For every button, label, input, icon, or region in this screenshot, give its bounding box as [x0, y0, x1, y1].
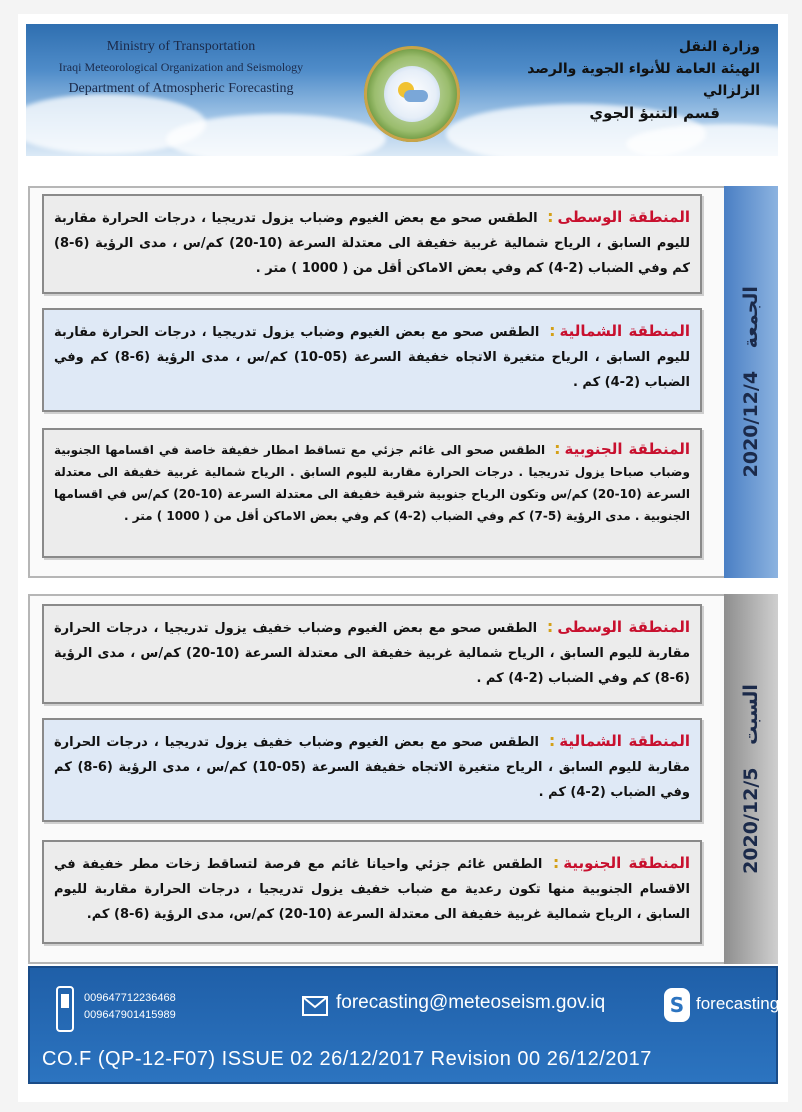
region-box-south: المنطقة الجنوبية: الطقس غائم جزئي واحيانا غائم مع فرصة لتساقط زخات مطر خفيفة في الاقسام الجنوبية منها تكون رعدية مع ضباب خفيف يزول تدريجيا ، درجات الحرارة مقاربة لليوم السابق ، الرياح شمالية غربية خفيفة الى معتدلة السرعة (10-20) كم/س، مدى الرؤية (6-8) كم.	[42, 840, 702, 944]
skype-icon: S	[664, 988, 690, 1022]
region-forecast-text: الطقس صحو الى غائم جزئي مع تساقط امطار خفيفة خاصة في اقسامها الجنوبية وضباب صباحا يزول تدريجيا . درجات الحرارة مقاربة لليوم السابق . الرياح شمالية غربية خفيفة الى معتدلة السرعة (10-20) كم/س وتكون الرياح جنوبية شرقية خفيفة الى معتدلة السرعة (10-20) كم/س في اقسامها الجنوبية . مدى الرؤية (5-7) كم وفي الضباب (2-4) كم وفي بعض الاماكن أقل من ( 1000 ) متر .	[54, 443, 690, 523]
phone-numbers	[84, 990, 176, 1024]
region-name: المنطقة الشمالية	[559, 732, 690, 750]
department-name-ar: قسم التنبؤ الجوي	[589, 104, 720, 122]
region-forecast-text: الطقس غائم جزئي واحيانا غائم مع فرصة لتساقط زخات مطر خفيفة في الاقسام الجنوبية منها تكون رعدية مع ضباب خفيف يزول تدريجيا ، درجات الحرارة مقاربة لليوم السابق ، الرياح شمالية غربية خفيفة الى معتدلة السرعة (10-20) كم/س، مدى الرؤية (6-8) كم.	[54, 857, 690, 922]
region-forecast-text: الطقس صحو مع بعض الغيوم وضباب يزول تدريجيا ، درجات الحرارة مقاربة لليوم السابق ، الرياح متغيرة الاتجاه خفيفة السرعة (05-10) كم/س ، مدى الرؤية (6-8) كم وفي الضباب (2-4) كم .	[54, 325, 690, 390]
region-name: المنطقة الوسطى	[557, 208, 690, 226]
header-arabic	[500, 36, 760, 124]
ministry-name-ar: وزارة النقل	[678, 39, 760, 55]
region-box-central: المنطقة الوسطى: الطقس صحو مع بعض الغيوم وضباب يزول تدريجيا ، درجات الحرارة مقاربة لليوم السابق ، الرياح شمالية غربية خفيفة الى معتدلة السرعة (10-20) كم/س ، مدى الرؤية (6-8) كم وفي الضباب (2-4) كم وفي بعض الاماكن أقل من ( 1000 ) متر .	[42, 194, 702, 294]
day-name: السبت	[740, 684, 762, 745]
header-banner	[26, 24, 778, 156]
organization-logo	[364, 46, 460, 142]
region-forecast-text: الطقس صحو مع بعض الغيوم وضباب خفيف يزول تدريجيا ، درجات الحرارة مقاربة لليوم السابق ، الرياح شمالية غربية خفيفة الى معتدلة السرعة (10-20) كم/س ، مدى الرؤية (6-8) كم وفي الضباب (2-4) كم .	[54, 621, 690, 686]
region-name: المنطقة الجنوبية	[563, 854, 690, 872]
logo-emblem-icon	[384, 66, 440, 122]
region-box-north: المنطقة الشمالية: الطقس صحو مع بعض الغيوم وضباب يزول تدريجيا ، درجات الحرارة مقاربة لليوم السابق ، الرياح متغيرة الاتجاه خفيفة السرعة (05-10) كم/س ، مدى الرؤية (6-8) كم وفي الضباب (2-4) كم .	[42, 308, 702, 412]
organization-name-en: Iraqi Meteorological Organization and Seismology	[58, 60, 304, 74]
region-forecast-text: الطقس صحو مع بعض الغيوم وضباب يزول تدريجيا ، درجات الحرارة مقاربة لليوم السابق ، الرياح شمالية غربية خفيفة الى معتدلة السرعة (10-20) كم/س ، مدى الرؤية (6-8) كم وفي الضباب (2-4) كم وفي بعض الاماكن أقل من ( 1000 ) متر .	[54, 211, 690, 276]
day-name: الجمعة	[740, 286, 762, 349]
region-box-south: المنطقة الجنوبية: الطقس صحو الى غائم جزئي مع تساقط امطار خفيفة خاصة في اقسامها الجنوبية وضباب صباحا يزول تدريجيا . درجات الحرارة مقاربة لليوم السابق . الرياح شمالية غربية خفيفة الى معتدلة السرعة (10-20) كم/س وتكون الرياح جنوبية شرقية خفيفة الى معتدلة السرعة (10-20) كم/س في اقسامها الجنوبية . مدى الرؤية (5-7) كم وفي الضباب (2-4) كم وفي بعض الاماكن أقل من ( 1000 ) متر .	[42, 428, 702, 558]
issue-text: CO.F (QP-12-F07) ISSUE 02 26/12/2017 Revision 00 26/12/2017	[42, 1048, 652, 1070]
region-name: المنطقة الشمالية	[559, 322, 691, 340]
forecast-sheet	[18, 14, 788, 1102]
phone-number: 009647901415989	[84, 1009, 176, 1021]
phone-number: 009647712236468	[84, 992, 176, 1004]
document-issue-line	[42, 1048, 652, 1071]
region-box-north: المنطقة الشمالية: الطقس صحو مع بعض الغيوم وضباب خفيف يزول تدريجيا ، درجات الحرارة مقاربة لليوم السابق ، الرياح متغيرة الاتجاه خفيفة السرعة (05-10) كم/س ، مدى الرؤية (6-8) كم وفي الضباب (2-4) كم .	[42, 718, 702, 822]
department-name-en: Department of Atmospheric Forecasting	[68, 81, 294, 96]
skype-handle[interactable]: forecasting	[696, 994, 780, 1013]
contact-email[interactable]: forecasting@meteoseism.gov.iq	[336, 992, 606, 1013]
organization-name-ar: الهيئة العامة للأنواء الجوية والرصد الزلزالي	[527, 61, 760, 99]
ministry-name-en: Ministry of Transportation	[106, 39, 256, 54]
region-name: المنطقة الجنوبية	[564, 440, 690, 458]
phone-icon	[56, 986, 74, 1032]
region-name: المنطقة الوسطى	[557, 618, 690, 636]
region-forecast-text: الطقس صحو مع بعض الغيوم وضباب خفيف يزول تدريجيا ، درجات الحرارة مقاربة لليوم السابق ، الرياح متغيرة الاتجاه خفيفة السرعة (05-10) كم/س ، مدى الرؤية (6-8) كم وفي الضباب (2-4) كم .	[54, 735, 690, 800]
day-date: 2020/12/4	[740, 371, 762, 478]
contact-footer	[28, 966, 778, 1084]
mail-icon	[302, 996, 328, 1016]
region-box-central: المنطقة الوسطى: الطقس صحو مع بعض الغيوم وضباب خفيف يزول تدريجيا ، درجات الحرارة مقاربة لليوم السابق ، الرياح شمالية غربية خفيفة الى معتدلة السرعة (10-20) كم/س ، مدى الرؤية (6-8) كم وفي الضباب (2-4) كم .	[42, 604, 702, 704]
day-tab-friday	[724, 186, 778, 578]
day-tab-saturday	[724, 594, 778, 964]
day-date: 2020/12/5	[740, 767, 762, 874]
header-english	[46, 36, 316, 99]
